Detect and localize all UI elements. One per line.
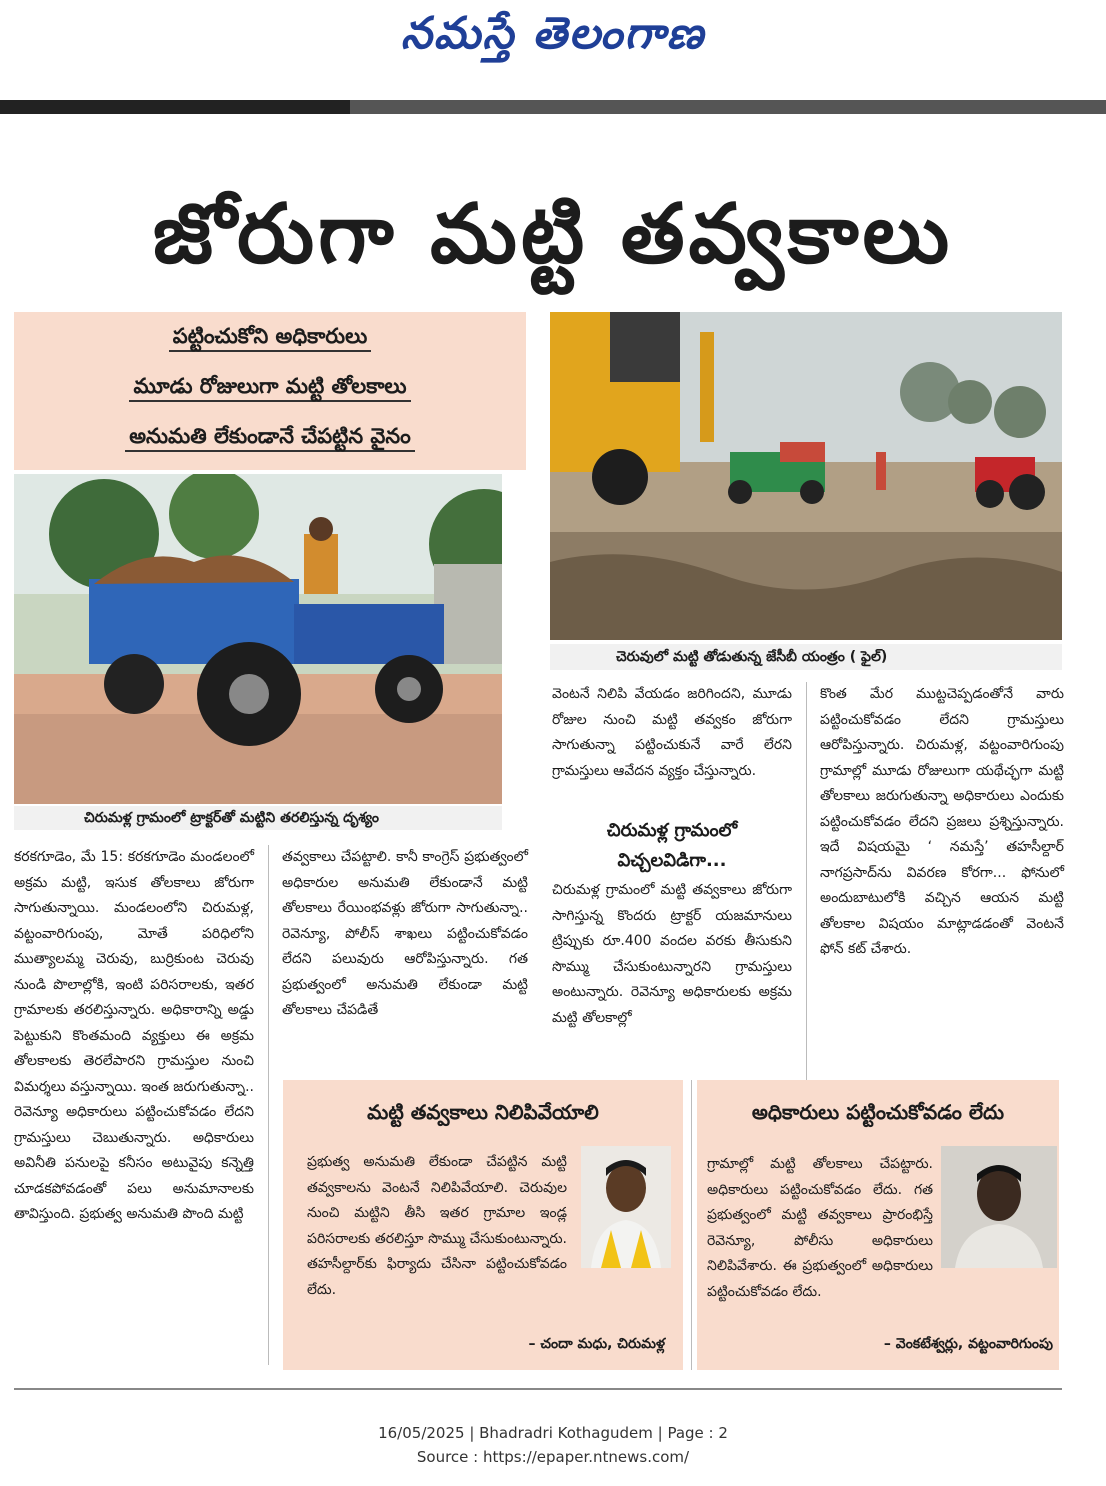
headline: జోరుగా మట్టి తవ్వకాలు (152, 187, 954, 282)
column-divider (806, 682, 807, 1092)
article-column-3b: చిరుమళ్ల గ్రామంలో మట్టి తవ్వకాలు జోరుగా సాగిస్తున్న కొందరు ట్రాక్టర్ యజమానులు ట్రిప్పుకు రూ.400 వందల వరకు తీసుకుని సొమ్ము చేసుకుంటున్నారని గ్రామస్తులు అంటున్నారు. రెవెన్యూ అధికారులకు అక్రమ మట్టి తోలకాల్లో (552, 882, 792, 1026)
deck-line-3: అనుమతి లేకుండానే చేపట్టిన వైనం (14, 424, 526, 454)
article-column-4: కొంత మేర ముట్టచెప్పడంతోనే వారు పట్టించుకోవడం లేదని గ్రామస్తులు ఆరోపిస్తున్నారు. చిరుమళ్ల, వట్టంవారిగుంపు గ్రామాల్లో మూడు రోజులుగా యథేచ్ఛగా మట్టి తోలకాలు జరుగుతున్నా అధికారులు ఎందుకు పట్టించుకోవడం లేదని ప్రజలు ప్రశ్నిస్తున్నారు. ఇదే విషయమై ‘ నమస్తే’ తహసీల్దార్ నాగప్రసాద్‌ను వివరణ కోరగా... ఫోనులో అందుబాటులోకి వచ్చిన ఆయన మట్టి తోలకాల విషయం మాట్లాడడంతో వెంటనే ఫోన్ కట్ చేశారు. (820, 686, 1064, 957)
jcb-caption-bar (550, 644, 1062, 670)
jcb-caption: చెరువులో మట్టి తోడుతున్న జేసీబీ యంత్రం ( ఫైల్) (616, 649, 888, 665)
quote-2-portrait-slot (941, 1146, 1057, 1268)
article-column-2: తవ్వకాలు చేపట్టాలి. కానీ కాంగ్రెస్ ప్రభుత్వంలో అధికారుల అనుమతి లేకుండానే మట్టి తోలకాలు రేయింభవళ్లు జోరుగా సాగుతున్నా.. రెవెన్యూ, పోలీస్ శాఖలు పట్టించుకోవడం లేదని పలువురు ఆరోపిస్తున్నారు. గత ప్రభుత్వంలో అనుమతి లేకుండా మట్టి తోలకాలు చేపడితే (282, 849, 528, 1018)
quote-1-portrait (581, 1146, 671, 1268)
jcb-photo (550, 312, 1062, 640)
masthead-rule-accent (0, 100, 350, 114)
deck-line-2: మూడు రోజులుగా మట్టి తోలకాలు (14, 374, 526, 404)
quote-2-signature: – వెంకటేశ్వర్లు, వట్టంవారిగుంపు (883, 1336, 1053, 1352)
article-column-1: కరకగూడెం, మే 15: కరకగూడెం మండలంలో అక్రమ మట్టి, ఇసుక తోలకాలు జోరుగా సాగుతున్నాయి. మండలంలోని చిరుమళ్ల, వట్టంవారిగుంపు, మోతే పరిధిలోని ముత్యాలమ్మ చెరువు, బుర్రికుంట చెరువు నుండి పొలాల్లోకి, ఇంటి పరిసరాలకు, ఇతర గ్రామాలకు తరలిస్తున్నారు. అధికారాన్ని అడ్డు పెట్టుకుని కొంతమంది వ్యక్తులు ఈ అక్రమ తోలకాలకు తెరలేపారని గ్రామస్తుల నుంచి విమర్శలు వస్తున్నాయి. ఇంత జరుగుతున్నా.. రెవెన్యూ అధికారులు పట్టించుకోవడం లేదని గ్రామస్తులు చెబుతున్నారు. అధికారులు అవినీతి పనులపై కనీసం అటువైపు కన్నెత్తి చూడకపోవడంతో పలు అనుమానాలకు తావిస్తుంది. ప్రభుత్వ అనుమతి పొంది మట్టి (14, 849, 255, 1222)
quote-box-2 (697, 1080, 1059, 1370)
column-divider (691, 1080, 692, 1370)
tractor-caption: చిరుమళ్ల గ్రామంలో ట్రాక్టర్‌తో మట్టిని తరలిస్తున్న దృశ్యం (84, 810, 379, 826)
deck-box (14, 312, 526, 470)
tractor-photo (14, 474, 502, 804)
quote-1-body: ప్రభుత్వ అనుమతి లేకుండా చేపట్టిన మట్టి తవ్వకాలను వెంటనే నిలిపివేయాలి. చెరువుల నుంచి మట్టిని తీసి ఇతర గ్రామాల ఇండ్ల పరిసరాలకు తరలిస్తూ సొమ్ము చేసుకుంటున్నారు. తహసీల్దార్‌కు ఫిర్యాదు చేసినా పట్టించుకోవడం లేదు. (307, 1154, 567, 1298)
footer-date-edition: 16/05/2025 | Bhadradri Kothagudem | Page : 2 (378, 1424, 728, 1442)
page-bottom-rule (14, 1388, 1062, 1390)
quote-2-title: అధికారులు పట్టించుకోవడం లేదు (751, 1100, 1005, 1124)
deck-line-1: పట్టించుకోని అధికారులు (14, 324, 526, 354)
masthead-title: నమస్తే తెలంగాణ (400, 8, 706, 59)
article-column-3a: వెంటనే నిలిపి వేయడం జరిగిందని, మూడు రోజుల నుంచి మట్టి తవ్వకం జోరుగా సాగుతున్నా పట్టించుకునే వారే లేరని గ్రామస్తులు ఆవేదన వ్యక్తం చేస్తున్నారు. (552, 686, 792, 779)
quote-1-title: మట్టి తవ్వకాలు నిలిపివేయాలి (367, 1100, 599, 1124)
quote-box-1 (283, 1080, 683, 1370)
quote-2-portrait (941, 1146, 1057, 1268)
quote-1-signature: – చందా మధు, చిరుమళ్ల (528, 1336, 665, 1352)
tractor-caption-bar (14, 806, 502, 830)
article-subhead: చిరుమళ్ల గ్రామంలో విచ్చలవిడిగా... (606, 820, 738, 871)
quote-2-body: గ్రామాల్లో మట్టి తోలకాలు చేపట్టారు. అధికారులు పట్టించుకోవడం లేదు. గత ప్రభుత్వంలో మట్టి తవ్వకాలు ప్రారంభిస్తే రెవెన్యూ, పోలీసు అధికారులు నిలిపివేశారు. ఈ ప్రభుత్వంలో అధికారులు పట్టించుకోవడం లేదు. (707, 1152, 1057, 1332)
footer-source-link[interactable]: Source : https://epaper.ntnews.com/ (416, 1448, 690, 1466)
column-divider (268, 845, 269, 1365)
